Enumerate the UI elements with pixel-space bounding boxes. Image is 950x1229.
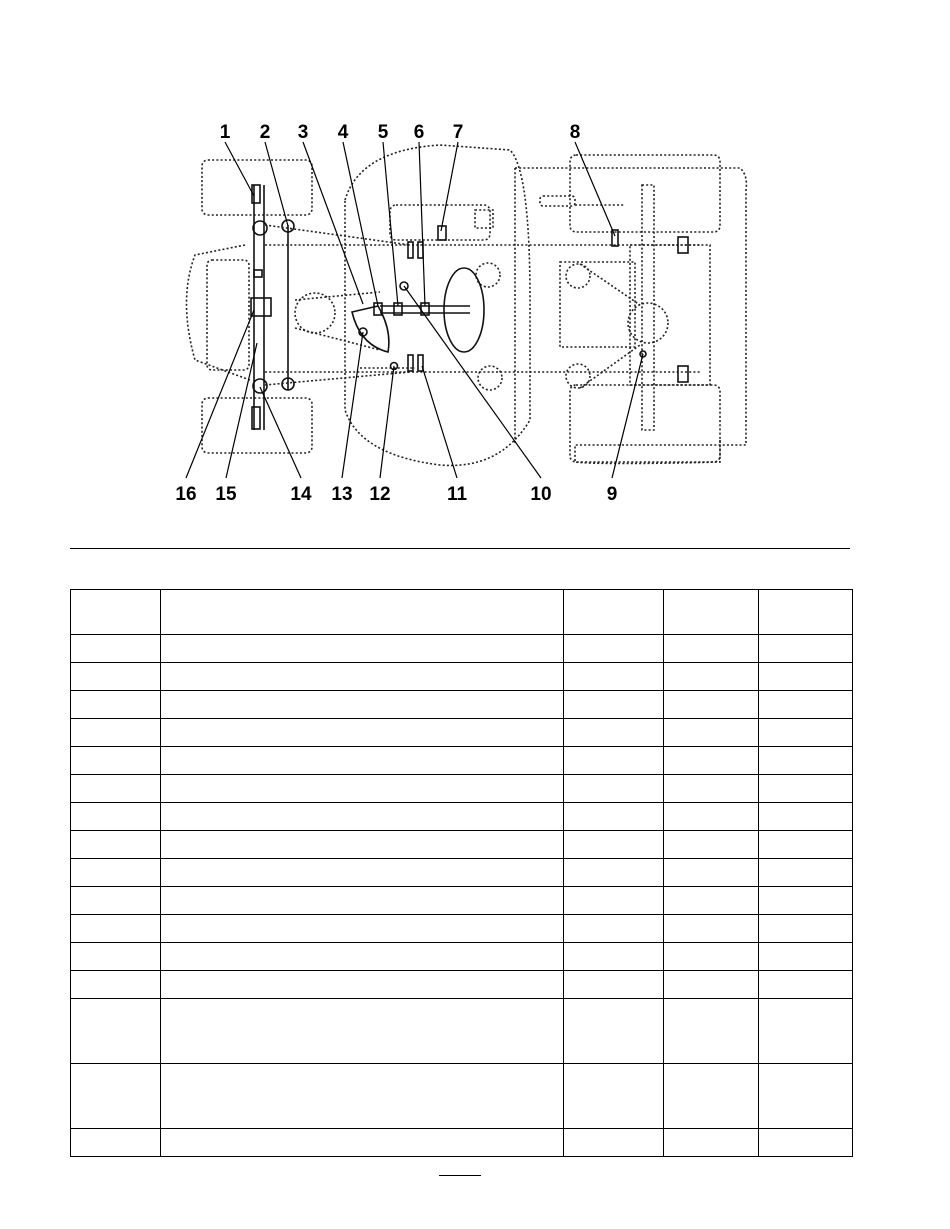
- table-cell: [664, 915, 759, 943]
- table-cell: [161, 663, 564, 691]
- table-cell: [664, 803, 759, 831]
- callout-6: 6: [413, 122, 425, 143]
- table-cell: [161, 1129, 564, 1157]
- callout-5: 5: [377, 122, 389, 143]
- callout-13: 13: [331, 484, 353, 505]
- table-row: [71, 943, 853, 971]
- leader-line: [383, 142, 398, 306]
- table-cell: [664, 971, 759, 999]
- table-cell: [161, 775, 564, 803]
- table-header-cell: [71, 590, 161, 635]
- table-cell: [759, 747, 853, 775]
- callout-2: 2: [259, 122, 271, 143]
- table-cell: [664, 663, 759, 691]
- table-cell: [759, 943, 853, 971]
- leader-line: [575, 142, 615, 236]
- pedal-pivot: [408, 242, 413, 258]
- table-cell: [759, 803, 853, 831]
- table-row: [71, 803, 853, 831]
- table-cell: [564, 719, 664, 747]
- leader-line: [343, 142, 378, 306]
- table-row: [71, 887, 853, 915]
- table-cell: [759, 719, 853, 747]
- table-row: [71, 691, 853, 719]
- table-cell: [664, 831, 759, 859]
- table-cell: [161, 887, 564, 915]
- table-row: [71, 1129, 853, 1157]
- table-cell: [161, 747, 564, 775]
- table-cell: [664, 747, 759, 775]
- table-cell: [564, 915, 664, 943]
- table-cell: [759, 1129, 853, 1157]
- table-cell: [564, 691, 664, 719]
- table-cell: [664, 635, 759, 663]
- callout-11: 11: [446, 484, 468, 505]
- callout-4: 4: [337, 122, 349, 143]
- callout-14: 14: [290, 484, 312, 505]
- table-cell: [564, 1064, 664, 1129]
- front-grille: [207, 260, 249, 370]
- table-cell: [759, 971, 853, 999]
- table-cell: [759, 1064, 853, 1129]
- axle-bracket: [254, 270, 262, 277]
- table-cell: [564, 971, 664, 999]
- table-header-cell: [664, 590, 759, 635]
- table-cell: [71, 915, 161, 943]
- table-cell: [71, 691, 161, 719]
- callout-9: 9: [606, 484, 618, 505]
- table-cell: [71, 719, 161, 747]
- table-cell: [564, 831, 664, 859]
- table-row: [71, 775, 853, 803]
- table-row: [71, 831, 853, 859]
- leader-line: [404, 286, 541, 478]
- rear-left-wheel: [570, 155, 720, 232]
- table-cell: [71, 831, 161, 859]
- table-cell: [71, 943, 161, 971]
- table-cell: [759, 915, 853, 943]
- rear-bracket: [540, 196, 575, 206]
- table-cell: [71, 971, 161, 999]
- table-header-cell: [161, 590, 564, 635]
- table-cell: [161, 719, 564, 747]
- steering-wheel: [444, 268, 484, 352]
- leader-line: [422, 366, 457, 478]
- leader-line: [265, 142, 288, 226]
- table-cell: [664, 887, 759, 915]
- table-cell: [759, 999, 853, 1064]
- callout-12: 12: [369, 484, 391, 505]
- table-cell: [71, 747, 161, 775]
- callout-15: 15: [215, 484, 237, 505]
- leader-line: [419, 142, 425, 306]
- table-cell: [71, 887, 161, 915]
- table-cell: [664, 775, 759, 803]
- lubrication-points-diagram: [0, 0, 950, 530]
- page-number-line: [439, 1175, 481, 1176]
- table-cell: [71, 1064, 161, 1129]
- table-cell: [161, 691, 564, 719]
- callout-16: 16: [175, 484, 197, 505]
- leader-line: [441, 142, 458, 231]
- table-row: [71, 1064, 853, 1129]
- table-row: [71, 635, 853, 663]
- deck-belt: [295, 292, 380, 300]
- table-cell: [664, 1129, 759, 1157]
- table-cell: [71, 1129, 161, 1157]
- table-row: [71, 719, 853, 747]
- table-cell: [664, 1064, 759, 1129]
- table-cell: [759, 859, 853, 887]
- table-cell: [161, 803, 564, 831]
- table-row: [71, 747, 853, 775]
- callout-7: 7: [452, 122, 464, 143]
- table-header-row: [71, 590, 853, 635]
- tie-rod-end: [253, 221, 267, 235]
- table-cell: [71, 859, 161, 887]
- table-cell: [564, 887, 664, 915]
- table-row: [71, 859, 853, 887]
- callout-8: 8: [569, 122, 581, 143]
- table-cell: [564, 663, 664, 691]
- table-cell: [161, 915, 564, 943]
- rear-right-wheel: [570, 385, 720, 462]
- table-row: [71, 915, 853, 943]
- section-divider: [70, 548, 850, 549]
- leader-line: [260, 387, 301, 478]
- table-cell: [564, 943, 664, 971]
- table-cell: [664, 943, 759, 971]
- rear-axle-end: [678, 366, 688, 382]
- rear-body: [515, 168, 746, 464]
- rear-axle: [642, 185, 654, 430]
- callout-1: 1: [219, 122, 231, 143]
- transmission: [560, 262, 635, 347]
- table-cell: [664, 719, 759, 747]
- table-cell: [161, 831, 564, 859]
- table-cell: [161, 971, 564, 999]
- table-cell: [759, 775, 853, 803]
- table-cell: [564, 859, 664, 887]
- table-cell: [759, 635, 853, 663]
- table-cell: [71, 775, 161, 803]
- table-row: [71, 971, 853, 999]
- deck-pulley: [478, 366, 502, 390]
- leader-line: [380, 366, 394, 478]
- transmission-pulley: [628, 303, 668, 343]
- table-cell: [759, 663, 853, 691]
- table-cell: [71, 663, 161, 691]
- table-row: [71, 999, 853, 1064]
- table-cell: [564, 635, 664, 663]
- callout-10: 10: [530, 484, 552, 505]
- table-cell: [71, 999, 161, 1064]
- table-cell: [664, 859, 759, 887]
- table-cell: [71, 635, 161, 663]
- front-bumper: [187, 245, 251, 380]
- table-cell: [161, 1064, 564, 1129]
- leader-line: [303, 142, 363, 304]
- table-cell: [759, 691, 853, 719]
- table-cell: [664, 691, 759, 719]
- table-cell: [664, 999, 759, 1064]
- table-cell: [564, 747, 664, 775]
- idler-pulley: [566, 264, 590, 288]
- table-cell: [161, 859, 564, 887]
- table-cell: [564, 1129, 664, 1157]
- table-cell: [161, 943, 564, 971]
- table-cell: [564, 999, 664, 1064]
- tie-rod-end: [253, 379, 267, 393]
- leader-line: [225, 142, 254, 196]
- table-cell: [161, 999, 564, 1064]
- table-cell: [759, 831, 853, 859]
- leader-line: [342, 332, 363, 478]
- lubrication-table: [70, 589, 853, 1157]
- table-cell: [564, 803, 664, 831]
- table-row: [71, 663, 853, 691]
- front-left-wheel: [202, 160, 312, 215]
- table-cell: [564, 775, 664, 803]
- table-cell: [161, 635, 564, 663]
- callout-3: 3: [297, 122, 309, 143]
- table-cell: [759, 887, 853, 915]
- table-header-cell: [759, 590, 853, 635]
- table-header-cell: [564, 590, 664, 635]
- table-cell: [71, 803, 161, 831]
